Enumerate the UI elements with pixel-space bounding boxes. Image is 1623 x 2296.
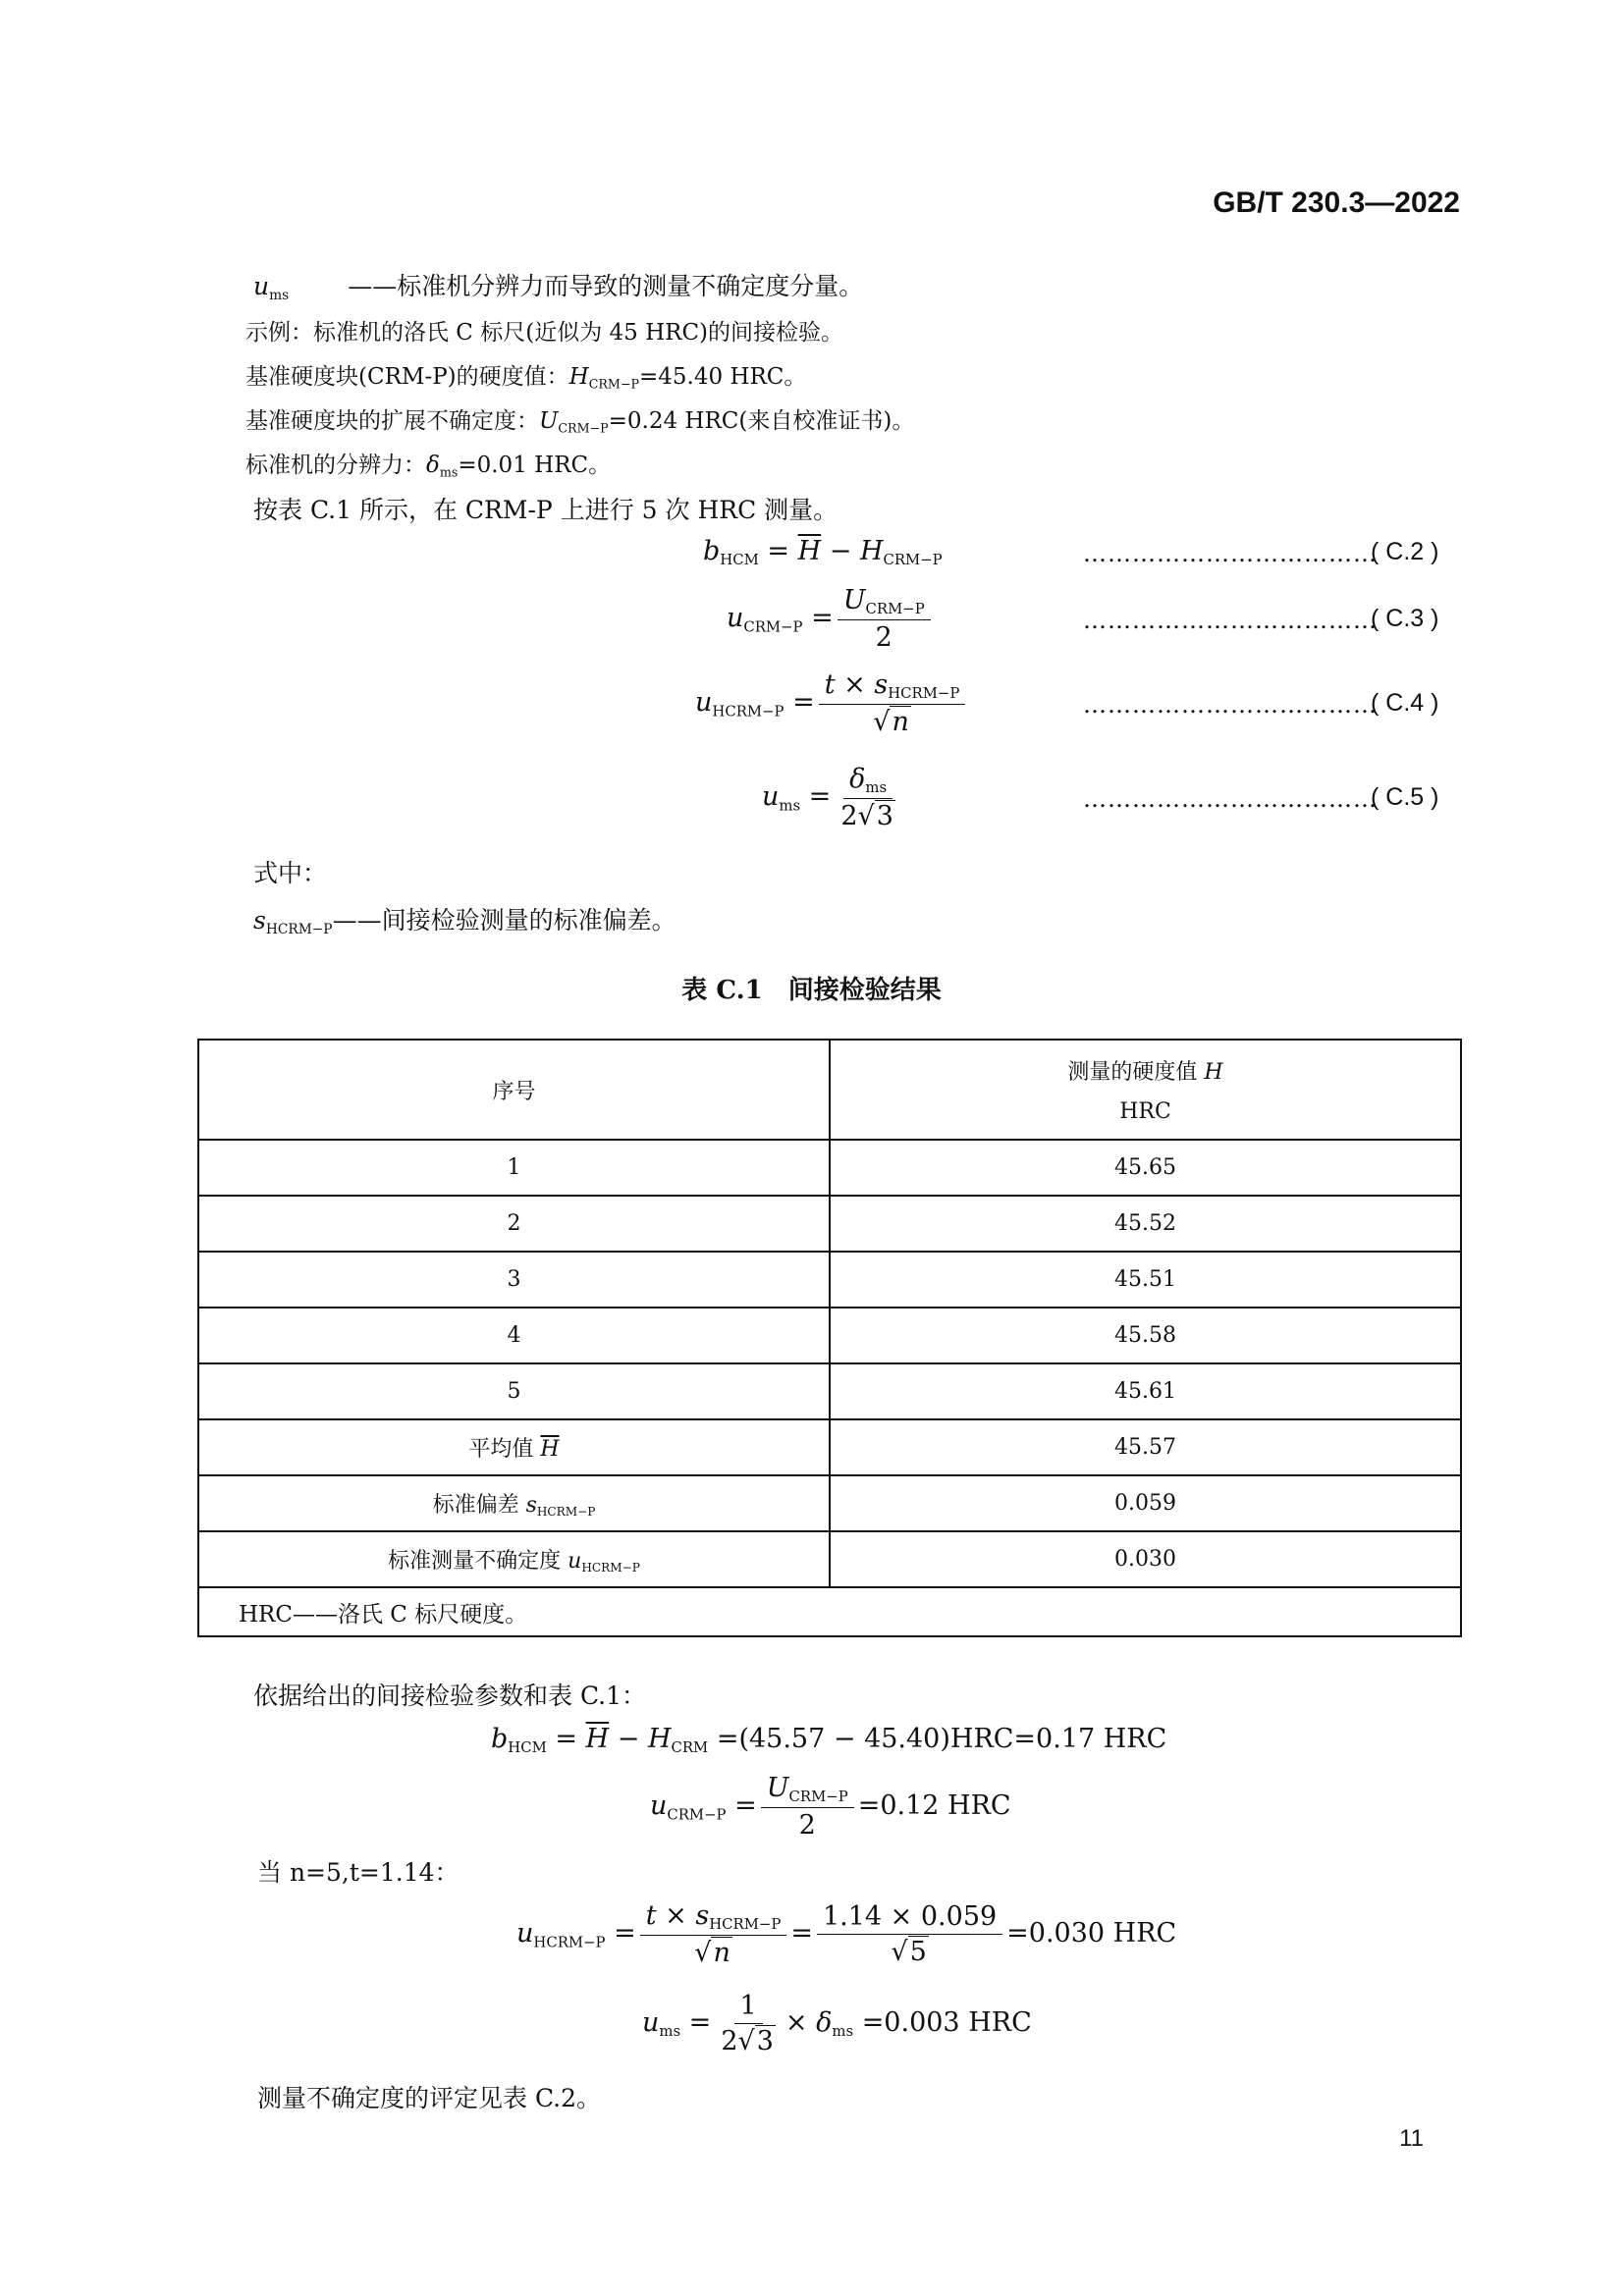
where-label: 式中： — [253, 859, 328, 887]
equation-number-c5: ( C.5 ) — [1371, 783, 1439, 811]
leader-dots: ……………………………… — [1083, 607, 1378, 634]
leader-dots: ……………………………… — [1083, 785, 1378, 813]
equation-number-c3: ( C.3 ) — [1371, 605, 1439, 632]
equation-c2: bHCM = $\overline{H}$ − HCRM−P — [703, 536, 943, 569]
result-ucrm: uCRM−P = $\frac{\text{UCRM−P}}{2}$ =0.12 HRC — [650, 1773, 1011, 1842]
resolution-line: 标准机的分辨力：δms=0.01 HRC。 — [245, 453, 612, 480]
column-header-hardness: 测量的硬度值 H HRC — [830, 1040, 1461, 1140]
page-number: 11 — [1399, 2125, 1424, 2152]
table-row: 1 45.65 — [198, 1140, 1461, 1196]
column-header-index: 序号 — [198, 1040, 830, 1140]
result-uhcrm: uHCRM−P = $\frac{\text{t × sHCRM−P}}{√n}$ = $\frac{1.14 \times 0.059}{√5}$ =0.030 HRC — [516, 1900, 1177, 1969]
leader-dots: ……………………………… — [1083, 540, 1378, 567]
table-caption: 表 C.1 间接检验结果 — [681, 976, 942, 1005]
result-bhcm: bHCM = $\overline{H}$ − HCRM =(45.57 − 45.40)HRC=0.17 HRC — [491, 1724, 1167, 1757]
uncertainty-row: 标准测量不确定度 uHCRM−P 0.030 — [198, 1531, 1461, 1587]
table-row: 2 45.52 — [198, 1196, 1461, 1252]
std-row: 标准偏差 sHCRM−P 0.059 — [198, 1475, 1461, 1531]
table-row: 4 45.58 — [198, 1308, 1461, 1363]
equation-number-c4: ( C.4 ) — [1371, 689, 1439, 717]
crm-hardness-line: 基准硬度块(CRM-P)的硬度值：HCRM−P=45.40 HRC。 — [245, 364, 807, 392]
result-ums: ums = $\frac{1}{2√3}$ × δms =0.003 HRC — [642, 1991, 1032, 2057]
ums-definition: ums ——标准机分辨力而导致的测量不确定度分量。 — [253, 272, 864, 303]
when-line: 当 n=5,t=1.14： — [257, 1858, 460, 1887]
results-table — [197, 1039, 1462, 1637]
equation-c3: uCRM−P = $\frac{\text{UCRM−P}}{2}$ — [727, 585, 935, 653]
equation-c4: uHCRM−P = $\frac{\text{t × sHCRM−P}}{√n}$ — [695, 669, 969, 737]
results-intro: 依据给出的间接检验参数和表 C.1： — [253, 1682, 647, 1710]
leader-dots: ……………………………… — [1083, 691, 1378, 719]
crm-uncertainty-line: 基准硬度块的扩展不确定度：UCRM−P=0.24 HRC(来自校准证书)。 — [245, 408, 915, 436]
table-row: 3 45.51 — [198, 1252, 1461, 1308]
mean-row: 平均值 $\overline{H}$ 45.57 — [198, 1419, 1461, 1475]
equation-number-c2: ( C.2 ) — [1371, 538, 1439, 565]
table-row: 5 45.61 — [198, 1363, 1461, 1419]
standard-number: GB/T 230.3—2022 — [1213, 187, 1460, 219]
equation-c5: ums = $\frac{\text{δms}}{2√3}$ — [762, 764, 893, 832]
final-line: 测量不确定度的评定见表 C.2。 — [257, 2084, 602, 2112]
table-note: HRC——洛氏 C 标尺硬度。 — [198, 1587, 1461, 1636]
s-definition: sHCRM−P——间接检验测量的标准偏差。 — [253, 906, 676, 937]
measure-line: 按表 C.1 所示，在 CRM-P 上进行 5 次 HRC 测量。 — [253, 496, 839, 524]
example-line: 示例：标准机的洛氏 C 标尺(近似为 45 HRC)的间接检验。 — [245, 320, 844, 346]
